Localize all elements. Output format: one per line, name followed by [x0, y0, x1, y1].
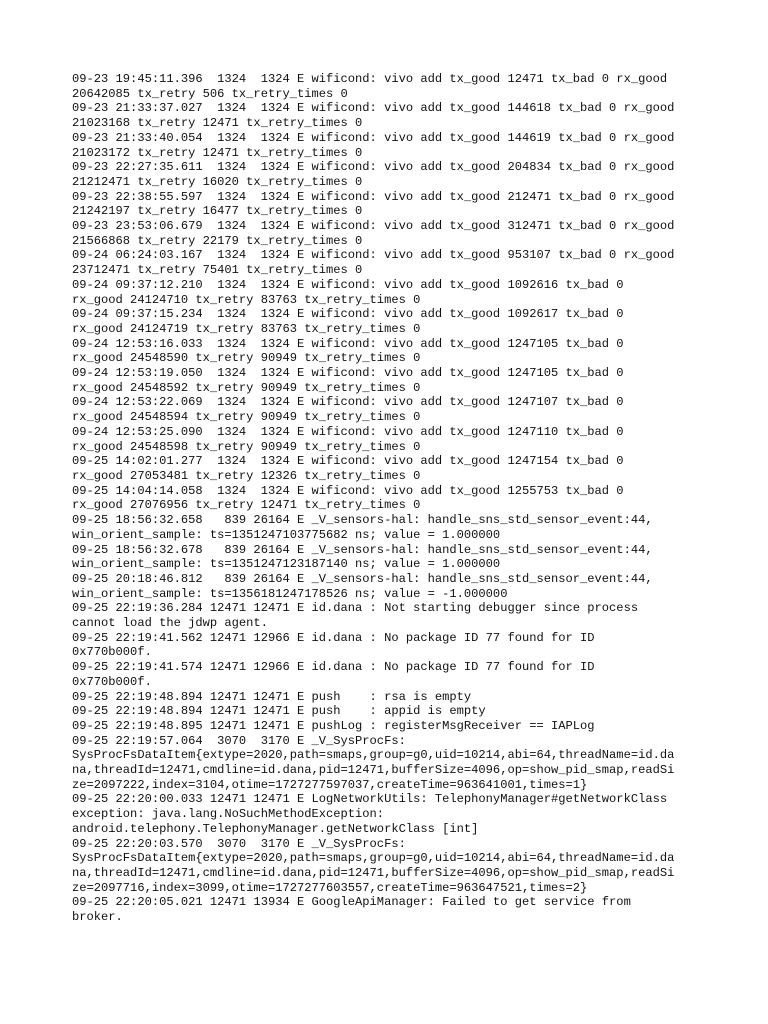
log-line: 09-25 22:19:57.064 3070 3170 E _V_SysProcFs:	[72, 733, 406, 748]
log-line: 09-23 21:33:40.054 1324 1324 E wificond: vivo add tx_good 144619 tx_bad 0 rx_good	[72, 130, 675, 145]
log-line: exception: java.lang.NoSuchMethodException:	[72, 807, 385, 822]
log-line: 09-23 23:53:06.679 1324 1324 E wificond: vivo add tx_good 312471 tx_bad 0 rx_good	[72, 219, 675, 234]
log-line: rx_good 27076956 tx_retry 12471 tx_retry_times 0	[72, 498, 421, 513]
log-line: 09-24 06:24:03.167 1324 1324 E wificond: vivo add tx_good 953107 tx_bad 0 rx_good	[72, 248, 675, 263]
log-line: 23712471 tx_retry 75401 tx_retry_times 0	[72, 263, 363, 278]
log-line: 21566868 tx_retry 22179 tx_retry_times 0	[72, 233, 363, 248]
log-line: rx_good 24124719 tx_retry 83763 tx_retry_times 0	[72, 321, 421, 336]
log-line: SysProcFsDataItem{extype=2020,path=smaps,group=g0,uid=10214,abi=64,threadName=id.da	[72, 748, 675, 763]
log-body	[72, 72, 702, 925]
log-line: 21242197 tx_retry 16477 tx_retry_times 0	[72, 204, 363, 219]
log-line: 09-24 12:53:19.050 1324 1324 E wificond: vivo add tx_good 1247105 tx_bad 0	[72, 366, 624, 381]
log-line: win_orient_sample: ts=1351247123187140 ns; value = 1.000000	[72, 557, 501, 572]
log-line: broker.	[72, 910, 123, 925]
log-line: 09-25 14:02:01.277 1324 1324 E wificond: vivo add tx_good 1247154 tx_bad 0	[72, 454, 624, 469]
log-line: 09-24 09:37:12.210 1324 1324 E wificond: vivo add tx_good 1092616 tx_bad 0	[72, 277, 624, 292]
log-line: 09-23 22:27:35.611 1324 1324 E wificond: vivo add tx_good 204834 tx_bad 0 rx_good	[72, 160, 675, 175]
log-line: 09-24 12:53:16.033 1324 1324 E wificond: vivo add tx_good 1247105 tx_bad 0	[72, 336, 624, 351]
log-line: na,threadId=12471,cmdline=id.dana,pid=12471,bufferSize=4096,op=show_pid_smap,readSi	[72, 763, 675, 778]
log-line: ze=2097716,index=3099,otime=1727277603557,createTime=963647521,times=2}	[72, 880, 588, 895]
log-line: cannot load the jdwp agent.	[72, 616, 268, 631]
log-line: android.telephony.TelephonyManager.getNetworkClass [int]	[72, 821, 479, 836]
log-line: rx_good 24548598 tx_retry 90949 tx_retry_times 0	[72, 439, 421, 454]
log-line: 09-25 18:56:32.678 839 26164 E _V_sensors-hal: handle_sns_std_sensor_event:44,	[72, 542, 653, 557]
log-line: win_orient_sample: ts=1351247103775682 ns; value = 1.000000	[72, 527, 501, 542]
log-line: rx_good 24548592 tx_retry 90949 tx_retry_times 0	[72, 380, 421, 395]
log-line: 09-25 22:19:41.562 12471 12966 E id.dana : No package ID 77 found for ID	[72, 630, 595, 645]
log-line: na,threadId=12471,cmdline=id.dana,pid=12471,bufferSize=4096,op=show_pid_smap,readSi	[72, 865, 675, 880]
log-line: 09-25 22:20:05.021 12471 13934 E GoogleApiManager: Failed to get service from	[72, 895, 631, 910]
log-document	[72, 72, 702, 925]
log-line: rx_good 24548590 tx_retry 90949 tx_retry_times 0	[72, 351, 421, 366]
log-line: 09-25 14:04:14.058 1324 1324 E wificond: vivo add tx_good 1255753 tx_bad 0	[72, 483, 624, 498]
log-line: win_orient_sample: ts=1356181247178526 ns; value = -1.000000	[72, 586, 508, 601]
log-line: 09-24 09:37:15.234 1324 1324 E wificond: vivo add tx_good 1092617 tx_bad 0	[72, 307, 624, 322]
log-line: 21212471 tx_retry 16020 tx_retry_times 0	[72, 174, 363, 189]
log-line: 0x770b000f.	[72, 645, 152, 660]
log-line: 21023168 tx_retry 12471 tx_retry_times 0	[72, 116, 363, 131]
log-line: 09-25 22:20:00.033 12471 12471 E LogNetworkUtils: TelephonyManager#getNetworkClass	[72, 792, 668, 807]
log-line: 20642085 tx_retry 506 tx_retry_times 0	[72, 86, 348, 101]
log-line: rx_good 24548594 tx_retry 90949 tx_retry_times 0	[72, 410, 421, 425]
log-line: 09-23 19:45:11.396 1324 1324 E wificond: vivo add tx_good 12471 tx_bad 0 rx_good	[72, 72, 668, 86]
log-line: rx_good 27053481 tx_retry 12326 tx_retry_times 0	[72, 468, 421, 483]
log-line: 09-24 12:53:25.090 1324 1324 E wificond: vivo add tx_good 1247110 tx_bad 0	[72, 424, 624, 439]
log-line: 09-24 12:53:22.069 1324 1324 E wificond: vivo add tx_good 1247107 tx_bad 0	[72, 395, 624, 410]
log-line: 09-25 22:19:36.284 12471 12471 E id.dana : Not starting debugger since process	[72, 601, 639, 616]
log-line: 09-25 22:19:48.894 12471 12471 E push : rsa is empty	[72, 689, 472, 704]
log-line: 09-25 22:19:48.894 12471 12471 E push : appid is empty	[72, 704, 486, 719]
log-line: 09-25 22:20:03.570 3070 3170 E _V_SysProcFs:	[72, 836, 406, 851]
log-line: 09-23 21:33:37.027 1324 1324 E wificond: vivo add tx_good 144618 tx_bad 0 rx_good	[72, 101, 675, 116]
log-line: 0x770b000f.	[72, 674, 152, 689]
log-line: rx_good 24124710 tx_retry 83763 tx_retry_times 0	[72, 292, 421, 307]
log-line: 21023172 tx_retry 12471 tx_retry_times 0	[72, 145, 363, 160]
log-line: 09-25 22:19:48.895 12471 12471 E pushLog : registerMsgReceiver == IAPLog	[72, 718, 595, 733]
log-line: 09-25 18:56:32.658 839 26164 E _V_sensors-hal: handle_sns_std_sensor_event:44,	[72, 513, 653, 528]
log-line: 09-25 22:19:41.574 12471 12966 E id.dana : No package ID 77 found for ID	[72, 660, 595, 675]
log-line: ze=2097222,index=3104,otime=1727277597037,createTime=963641001,times=1}	[72, 777, 588, 792]
log-line: 09-25 20:18:46.812 839 26164 E _V_sensors-hal: handle_sns_std_sensor_event:44,	[72, 571, 653, 586]
log-line: SysProcFsDataItem{extype=2020,path=smaps,group=g0,uid=10214,abi=64,threadName=id.da	[72, 851, 675, 866]
log-line: 09-23 22:38:55.597 1324 1324 E wificond: vivo add tx_good 212471 tx_bad 0 rx_good	[72, 189, 675, 204]
